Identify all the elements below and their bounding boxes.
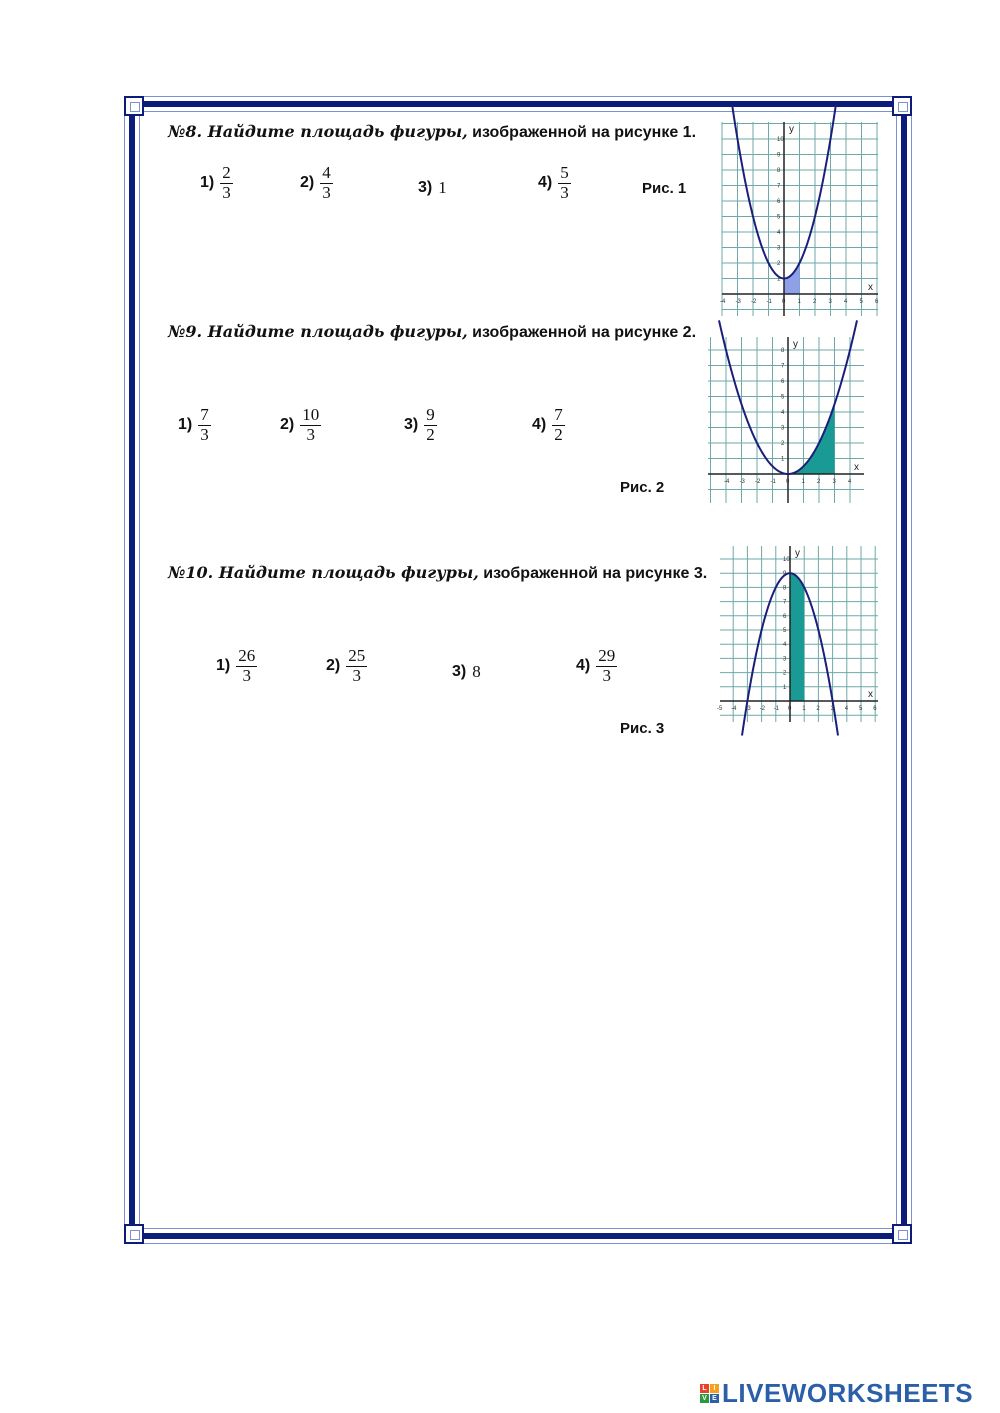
y-tick-label: 3 bbox=[781, 425, 785, 432]
x-tick-label: 5 bbox=[859, 299, 863, 305]
question-9-lead: №9. Найдите площадь фигуры, bbox=[168, 322, 468, 341]
option-number: 1) bbox=[216, 657, 231, 675]
question-10-rest: изображенной на рисунке 3. bbox=[478, 565, 708, 582]
y-axis-label: y bbox=[789, 124, 794, 135]
question-8-rest: изображенной на рисунке 1. bbox=[467, 124, 697, 141]
fraction: $\frac{5}{3}$ bbox=[560, 163, 569, 202]
y-tick-label: 4 bbox=[777, 230, 781, 236]
frame-corner-ornament bbox=[892, 1224, 912, 1244]
x-tick-label: -2 bbox=[751, 299, 757, 305]
x-tick-label: 6 bbox=[873, 706, 877, 712]
y-tick-label: 3 bbox=[783, 656, 787, 663]
y-tick-label: 10 bbox=[777, 137, 784, 143]
y-axis-label: y bbox=[793, 339, 798, 350]
fraction: $\frac{26}{3}$ bbox=[238, 646, 256, 685]
x-tick-label: 4 bbox=[848, 479, 852, 485]
y-tick-label: 5 bbox=[781, 394, 785, 401]
x-tick-label: -4 bbox=[731, 706, 737, 712]
y-tick-label: 4 bbox=[783, 642, 787, 649]
x-tick-label: 4 bbox=[844, 299, 848, 305]
fraction: $\frac{9}{2}$ bbox=[426, 405, 435, 444]
x-tick-label: -1 bbox=[773, 706, 780, 712]
logo-mark-icon: L I V E bbox=[700, 1384, 719, 1403]
option-value: 8 bbox=[472, 662, 481, 681]
x-tick-label: 5 bbox=[859, 706, 863, 712]
q9-option-1[interactable] bbox=[178, 406, 211, 444]
y-tick-label: 3 bbox=[777, 245, 781, 252]
question-8-text bbox=[168, 122, 696, 142]
frame-corner-ornament bbox=[892, 96, 912, 116]
fraction: $\frac{4}{3}$ bbox=[322, 163, 331, 202]
y-tick-label: 1 bbox=[783, 684, 787, 691]
y-tick-label: 5 bbox=[777, 214, 781, 221]
fraction: $\frac{25}{3}$ bbox=[348, 646, 366, 685]
option-number: 3) bbox=[452, 663, 467, 680]
question-10-lead: №10. Найдите площадь фигуры, bbox=[168, 563, 479, 582]
frame-corner-ornament bbox=[124, 1224, 144, 1244]
x-tick-label: 2 bbox=[813, 299, 817, 305]
x-tick-label: 2 bbox=[816, 706, 820, 712]
q10-option-2[interactable] bbox=[326, 647, 367, 685]
x-tick-label: 1 bbox=[802, 706, 806, 712]
x-tick-label: -3 bbox=[745, 706, 751, 712]
x-tick-label: -5 bbox=[717, 706, 723, 712]
figure-3-graph bbox=[717, 546, 878, 722]
q9-option-2[interactable] bbox=[280, 406, 321, 444]
question-9-text bbox=[168, 322, 696, 342]
option-value: 1 bbox=[438, 178, 447, 197]
y-tick-label: 7 bbox=[777, 183, 781, 190]
x-tick-label: 6 bbox=[875, 299, 879, 305]
y-tick-label: 9 bbox=[777, 152, 781, 159]
y-tick-label: 1 bbox=[781, 456, 785, 463]
option-number: 4) bbox=[576, 657, 591, 675]
liveworksheets-logo bbox=[700, 1378, 973, 1409]
figure-1-graph bbox=[722, 122, 878, 316]
option-number: 2) bbox=[326, 657, 341, 675]
x-tick-label: -4 bbox=[724, 479, 730, 485]
option-number: 3) bbox=[404, 416, 419, 434]
fraction: $\frac{10}{3}$ bbox=[302, 405, 320, 444]
x-tick-label: 4 bbox=[844, 706, 849, 712]
x-axis-label: x bbox=[854, 462, 859, 473]
option-number: 1) bbox=[178, 416, 193, 434]
x-tick-label: -3 bbox=[735, 299, 741, 305]
x-tick-label: 3 bbox=[830, 706, 834, 712]
x-axis-label: x bbox=[868, 282, 873, 293]
x-tick-label: 3 bbox=[832, 479, 836, 485]
figure-1-caption: Рис. 1 bbox=[642, 180, 687, 197]
x-tick-label: 0 bbox=[782, 299, 786, 305]
q9-option-4[interactable] bbox=[532, 406, 565, 444]
option-number: 1) bbox=[200, 174, 215, 192]
x-tick-label: -1 bbox=[770, 479, 776, 485]
figure-2-caption: Рис. 2 bbox=[620, 479, 665, 496]
option-number: 2) bbox=[280, 416, 295, 434]
shaded-region bbox=[790, 573, 804, 701]
question-10-text bbox=[168, 563, 707, 583]
y-tick-label: 9 bbox=[783, 571, 787, 578]
x-tick-label: -3 bbox=[739, 479, 745, 485]
question-9-rest: изображенной на рисунке 2. bbox=[467, 324, 697, 341]
y-tick-label: 2 bbox=[781, 441, 785, 447]
y-tick-label: 7 bbox=[781, 363, 785, 370]
y-tick-label: 10 bbox=[783, 557, 790, 563]
x-tick-label: 0 bbox=[786, 479, 790, 485]
y-tick-label: 8 bbox=[783, 585, 787, 592]
q9-option-3[interactable] bbox=[404, 406, 437, 444]
q10-option-1[interactable] bbox=[216, 647, 257, 685]
option-number: 3) bbox=[418, 179, 433, 196]
q10-option-3[interactable] bbox=[452, 662, 481, 682]
x-tick-label: -1 bbox=[766, 299, 772, 305]
option-number: 4) bbox=[532, 416, 547, 434]
y-tick-label: 7 bbox=[783, 599, 787, 606]
q8-option-1[interactable] bbox=[200, 164, 233, 202]
y-tick-label: 6 bbox=[783, 613, 787, 620]
fraction: $\frac{7}{3}$ bbox=[200, 405, 209, 444]
x-tick-label: 1 bbox=[801, 479, 805, 485]
x-tick-label: 2 bbox=[817, 479, 821, 485]
x-tick-label: -4 bbox=[720, 299, 726, 305]
x-tick-label: -2 bbox=[755, 479, 761, 485]
q8-option-2[interactable] bbox=[300, 164, 333, 202]
y-tick-label: 8 bbox=[781, 348, 785, 354]
figure-2-graph bbox=[708, 337, 864, 503]
y-tick-label: 1 bbox=[777, 276, 781, 283]
y-tick-label: 2 bbox=[777, 261, 781, 267]
x-tick-label: 1 bbox=[797, 299, 801, 305]
q8-option-4[interactable] bbox=[538, 164, 571, 202]
logo-text: LIVEWORKSHEETS bbox=[722, 1378, 974, 1408]
y-tick-label: 6 bbox=[781, 379, 785, 385]
question-8-lead: №8. Найдите площадь фигуры, bbox=[168, 122, 468, 141]
fraction: $\frac{29}{3}$ bbox=[598, 646, 616, 685]
q8-option-3[interactable] bbox=[418, 178, 447, 198]
q10-option-4[interactable] bbox=[576, 647, 617, 685]
x-axis-label: x bbox=[868, 689, 873, 700]
x-tick-label: 0 bbox=[788, 706, 792, 712]
x-tick-label: 3 bbox=[828, 299, 832, 305]
y-axis-label: y bbox=[795, 548, 800, 559]
y-tick-label: 4 bbox=[781, 410, 785, 416]
y-tick-label: 8 bbox=[777, 168, 781, 174]
frame-corner-ornament bbox=[124, 96, 144, 116]
option-number: 2) bbox=[300, 174, 315, 192]
y-tick-label: 5 bbox=[783, 628, 787, 634]
fraction: $\frac{7}{2}$ bbox=[554, 405, 563, 444]
y-tick-label: 2 bbox=[783, 670, 787, 677]
x-tick-label: -2 bbox=[759, 706, 765, 712]
figure-3-caption: Рис. 3 bbox=[620, 720, 665, 737]
fraction: $\frac{2}{3}$ bbox=[222, 163, 231, 202]
y-tick-label: 6 bbox=[777, 199, 781, 205]
option-number: 4) bbox=[538, 174, 553, 192]
